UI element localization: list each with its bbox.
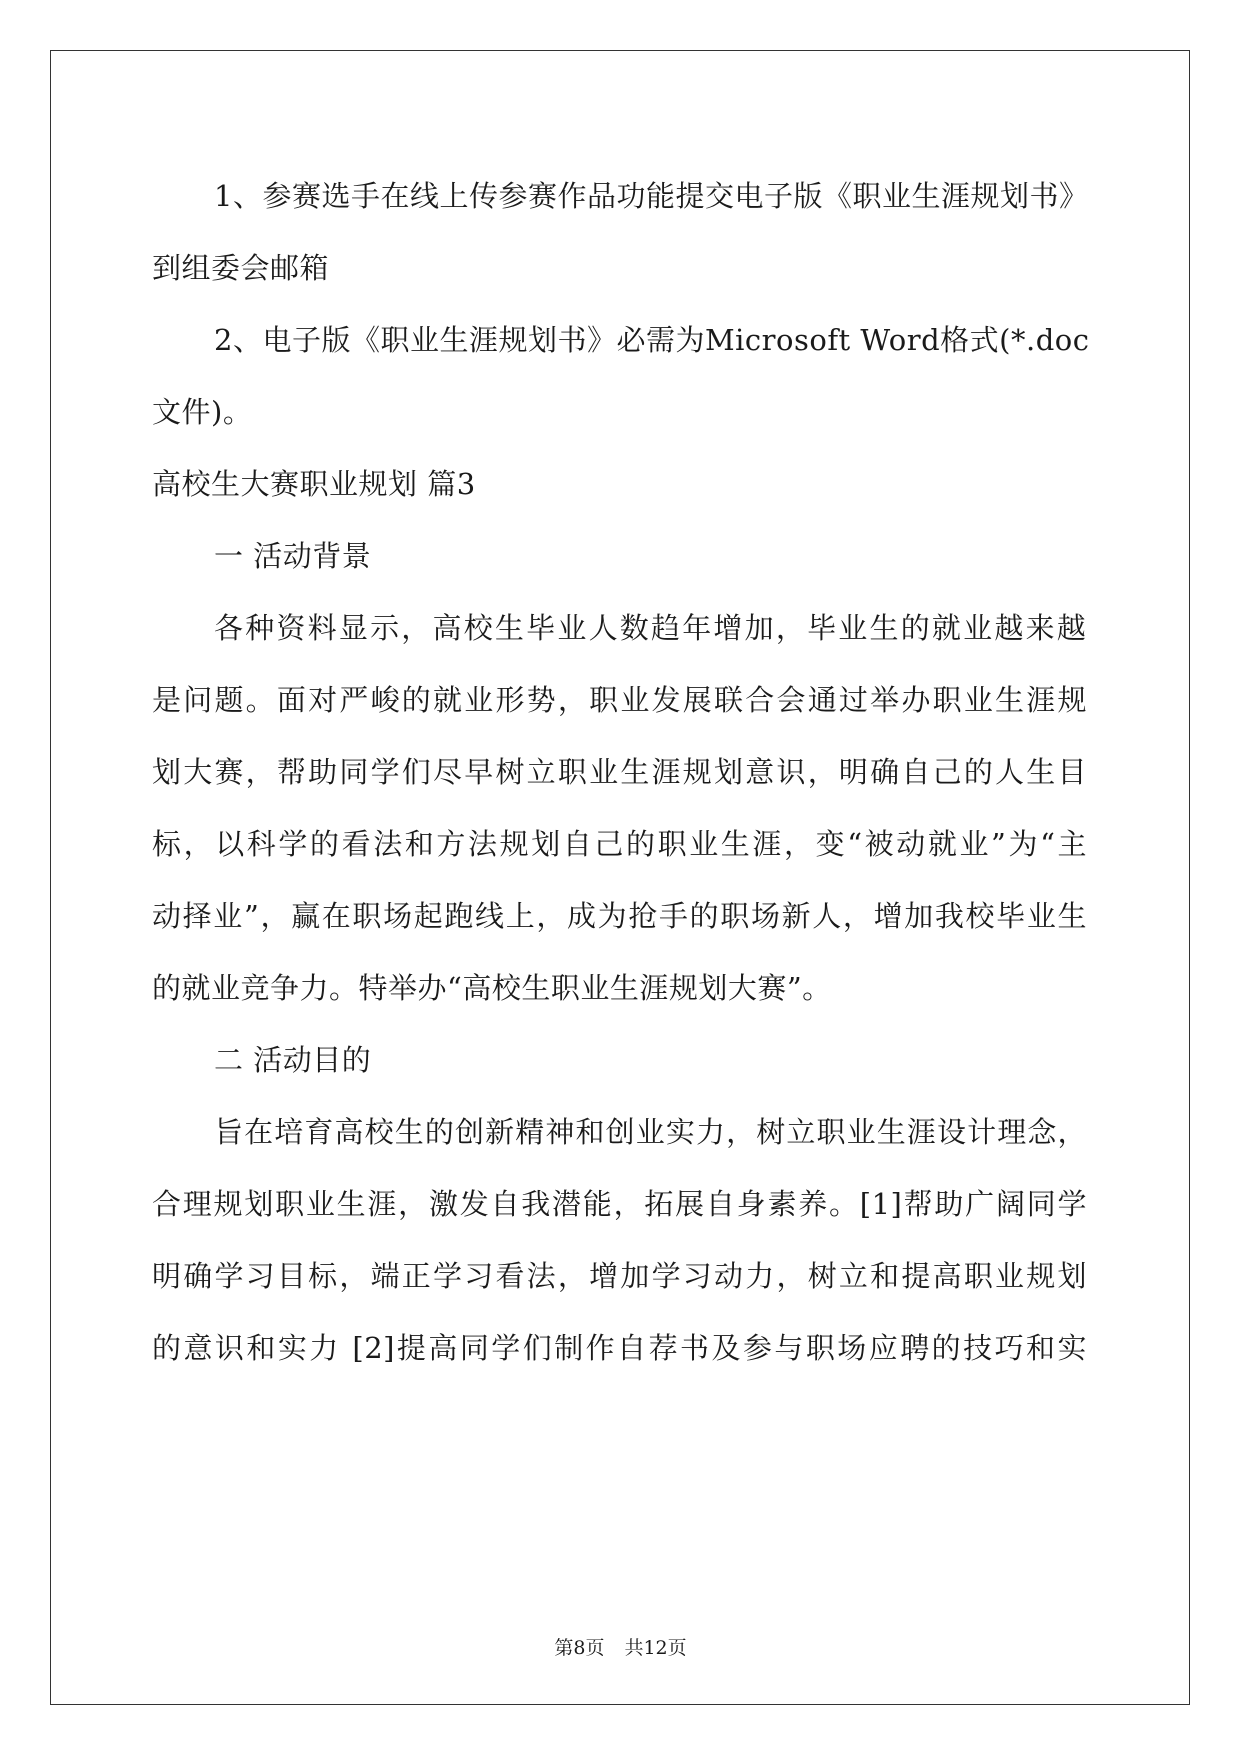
document-body <box>152 160 1090 1384</box>
paragraph-line: 各种资料显示，高校生毕业人数趋年增加，毕业生的就业越来越 <box>214 611 1087 645</box>
paragraph-line: 是问题。面对严峻的就业形势，职业发展联合会通过举办职业生涯规 <box>152 683 1087 717</box>
paragraph-line: 合理规划职业生涯，激发自我潜能，拓展自身素养。[1]帮助广阔同学 <box>152 1187 1087 1221</box>
page-footer <box>0 1633 1241 1660</box>
subsection-heading: 一 活动背景 <box>214 539 372 573</box>
paragraph-line: 明确学习目标，端正学习看法，增加学习动力，树立和提高职业规划 <box>152 1259 1087 1293</box>
section-heading: 高校生大赛职业规划 篇3 <box>152 467 476 501</box>
page-total: 共12页 <box>624 1637 687 1659</box>
paragraph-line: 的就业竞争力。特举办“高校生职业生涯规划大赛”。 <box>152 971 832 1005</box>
paragraph-line: 1、参赛选手在线上传参赛作品功能提交电子版《职业生涯规划书》 <box>214 179 1089 213</box>
paragraph-line: 标，以科学的看法和方法规划自己的职业生涯，变“被动就业”为“主 <box>152 827 1087 861</box>
page-number: 第8页 <box>554 1637 605 1659</box>
paragraph-line: 旨在培育高校生的创新精神和创业实力，树立职业生涯设计理念， <box>214 1115 1087 1149</box>
paragraph-line: 划大赛，帮助同学们尽早树立职业生涯规划意识，明确自己的人生目 <box>152 755 1087 789</box>
paragraph-line: 动择业”，赢在职场起跑线上，成为抢手的职场新人，增加我校毕业生 <box>152 899 1087 933</box>
paragraph-line: 2、电子版《职业生涯规划书》必需为Microsoft Word格式(*.doc <box>214 323 1090 357</box>
paragraph-line: 到组委会邮箱 <box>152 251 330 285</box>
subsection-heading: 二 活动目的 <box>214 1043 372 1077</box>
paragraph-line: 文件)。 <box>152 395 253 429</box>
paragraph-line: 的意识和实力 [2]提高同学们制作自荐书及参与职场应聘的技巧和实 <box>152 1331 1087 1365</box>
